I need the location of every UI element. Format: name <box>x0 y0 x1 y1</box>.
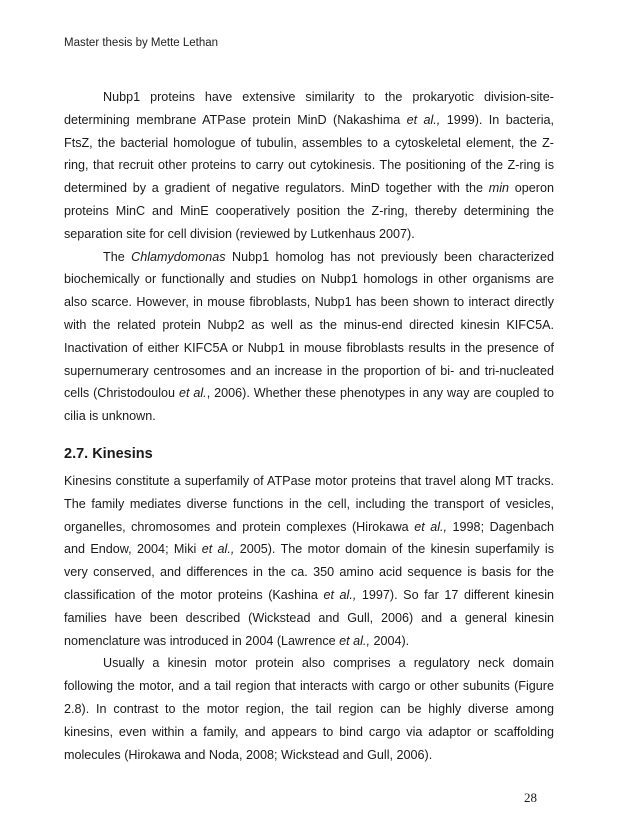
text-run: 1997). So far 17 different kinesin families have been described (Wickstead and Gull, 2006) and a general kinesin nomenclature was introduced in 2004 (Lawrence <box>64 587 554 648</box>
text-run: Kinesins constitute a superfamily of ATPase motor proteins that travel along MT tracks. The family mediates diverse functions in the cell, including the transport of vesicles, organelles, chromosomes and protein complexes (Hirokawa <box>64 473 554 534</box>
text-run: 1998; Dagenbach and Endow, 2004; Miki <box>64 519 554 557</box>
text-run: 2004). <box>369 633 410 648</box>
text-run: Nubp1 homolog has not previously been characterized biochemically or functionally and studies on Nubp1 homologs in other organisms are also scarce. However, in mouse fibroblasts, Nubp1 has been shown to interact directly with the related protein Nubp2 as well as the minus-end directed kinesin KIFC5A. Inactivation of either KIFC5A or Nubp1 in mouse fibroblasts results in the presence of supernumerary centrosomes and an increase in the proportion of bi- and tri-nucleated cells (Christodoulou <box>64 249 554 401</box>
italic-text: min <box>488 181 510 196</box>
paragraph-chlamydomonas-nubp1 <box>64 246 554 428</box>
italic-text: Chlamydomonas <box>131 249 226 264</box>
paragraph-kinesins-intro <box>64 470 554 652</box>
text-run: 2005). The motor domain of the kinesin superfamily is very conserved, and differences in the ca. 350 amino acid sequence is basis for the classification of the motor proteins (Kashina <box>64 542 554 602</box>
page-header: Master thesis by Mette Lethan <box>64 37 219 49</box>
text-run: operon proteins MinC and MinE cooperatively position the Z-ring, thereby determining the separation site for cell division (reviewed by Lutkenhaus 2007). <box>64 181 554 241</box>
italic-text: et al., <box>201 542 235 557</box>
italic-text: et al. <box>178 386 207 401</box>
paragraph-nubp1-mind <box>64 86 554 246</box>
section-heading: 2.7. Kinesins <box>64 445 153 462</box>
italic-text: et al., <box>406 112 441 127</box>
text-run: , 2006). Whether these phenotypes in any way are coupled to cilia is unknown. <box>64 386 554 424</box>
text-run: 1999). In bacteria, FtsZ, the bacterial homologue of tubulin, assembles to a cytoskeletal element, the Z-ring, that recruit other proteins to carry out cytokinesis. The positioning of the Z-ring is determined by a gradient of negative regulators. MinD together with the <box>64 112 555 196</box>
italic-text: et al., <box>339 633 370 648</box>
text-run: The <box>103 249 132 264</box>
italic-text: et al., <box>323 587 357 602</box>
body-text <box>64 86 554 766</box>
italic-text: et al., <box>414 519 448 534</box>
text-run: Nubp1 proteins have extensive similarity to the prokaryotic division-site-determining membrane ATPase protein MinD (Nakashima <box>64 90 554 127</box>
page-number: 28 <box>524 790 537 805</box>
text-run: Usually a kinesin motor protein also comprises a regulatory neck domain following the motor, and a tail region that interacts with cargo or other subunits (Figure 2.8). In contrast to the motor region, the tail region can be highly diverse among kinesins, even within a family, and appears to bind cargo via adaptor or scaffolding molecules (Hirokawa and Noda, 2008; Wickstead and Gull, 2006). <box>64 656 554 762</box>
paragraph-kinesin-structure <box>64 652 554 766</box>
